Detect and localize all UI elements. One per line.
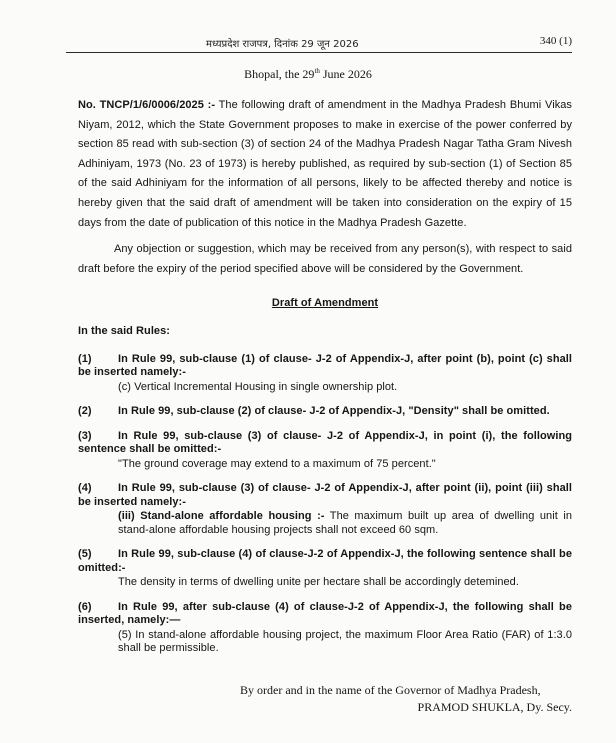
item-number: (3) xyxy=(78,429,92,442)
signature-block xyxy=(240,682,580,716)
item-subtext-bold: (iii) Stand-alone affordable housing :- xyxy=(118,510,325,523)
amendment-item xyxy=(78,353,572,395)
said-rules-label: In the said Rules: xyxy=(78,324,170,337)
item-heading: In Rule 99, sub-clause (3) of clause- J-2 of Appendix-J, in point (i), the following sentence shall be omitted:- xyxy=(78,429,572,456)
item-number: (1) xyxy=(78,352,92,365)
amendment-item xyxy=(78,601,572,656)
item-number: (6) xyxy=(78,600,92,613)
page-header xyxy=(66,34,572,53)
item-heading: In Rule 99, sub-clause (4) of clause-J-2 of Appendix-J, the following sentence shall be omitted:- xyxy=(78,548,572,574)
gazette-title: मध्यप्रदेश राजपत्र, दिनांक 29 जून 2026 xyxy=(206,39,359,50)
item-subtext: (c) Vertical Incremental Housing in single ownership plot. xyxy=(118,380,398,393)
amendment-item xyxy=(78,548,572,590)
item-subtext-rest: The maximum built up area of dwelling unit in stand-alone affordable housing projects shall not exceed 60 sqm. xyxy=(118,510,572,536)
amendment-item xyxy=(78,430,572,472)
item-number: (2) xyxy=(78,405,92,418)
item-subtext xyxy=(118,510,572,537)
signatory-name: PRAMOD SHUKLA, Dy. Secy. xyxy=(417,700,572,714)
signature-authority: By order and in the name of the Governor of Madhya Pradesh, xyxy=(240,683,541,697)
item-subtext: The density in terms of dwelling unite per hectare shall be accordingly detemined. xyxy=(118,576,519,589)
item-number: (5) xyxy=(78,548,92,561)
item-subtext: (5) In stand-alone affordable housing project, the maximum Floor Area Ratio (FAR) of 1:3.0 shall be permissible. xyxy=(118,628,572,655)
objection-paragraph: Any objection or suggestion, which may be received from any person(s), with respect to said draft before the expiry of the period specified above will be considered by the Government. xyxy=(78,243,572,275)
notice-body xyxy=(78,96,572,656)
item-heading: In Rule 99, after sub-clause (4) of clause-J-2 of Appendix-J, the following shall be inserted, namely:— xyxy=(78,600,572,627)
dateline xyxy=(0,67,616,82)
dateline-suffix: th xyxy=(314,67,320,75)
item-heading: In Rule 99, sub-clause (2) of clause- J-2 of Appendix-J, "Density" shall be omitted. xyxy=(118,405,550,418)
dateline-rest: June 2026 xyxy=(319,67,372,81)
dateline-prefix: Bhopal, the 29 xyxy=(244,67,315,81)
item-number: (4) xyxy=(78,482,92,495)
intro-paragraph xyxy=(78,96,572,233)
item-heading: In Rule 99, sub-clause (3) of clause- J-2 of Appendix-J, after point (ii), point (iii) shall be inserted namely:- xyxy=(78,482,572,508)
page-number: 340 (1) xyxy=(539,35,572,47)
amendment-item xyxy=(78,482,572,537)
notification-number: No. TNCP/1/6/0006/2025 :- xyxy=(78,99,216,111)
amendment-item xyxy=(78,405,572,419)
item-subtext: "The ground coverage may extend to a maximum of 75 percent." xyxy=(118,457,436,470)
item-heading: In Rule 99, sub-clause (1) of clause- J-2 of Appendix-J, after point (b), point (c) shall be inserted namely:- xyxy=(78,352,572,379)
intro-text: The following draft of amendment in the Madhya Pradesh Bhumi Vikas Niyam, 2012, which the State Government proposes to make in exercise of the power conferred by section 85 read with sub-section (3) of section 24 of the Madhya Pradesh Nagar Tatha Gram Nivesh Adhiniyam, 1973 (No. 23 of 1973) is hereby published, as required by sub-section (1) of Section 85 of the said Adhiniyam for the information of all persons, likely to be affected thereby and notice is hereby given that the said draft of amendment will be taken into consideration on the expiry of 15 days from the date of publication of this notice in the Madhya Pradesh Gazette. xyxy=(78,99,572,229)
draft-heading: Draft of Amendment xyxy=(271,297,379,310)
